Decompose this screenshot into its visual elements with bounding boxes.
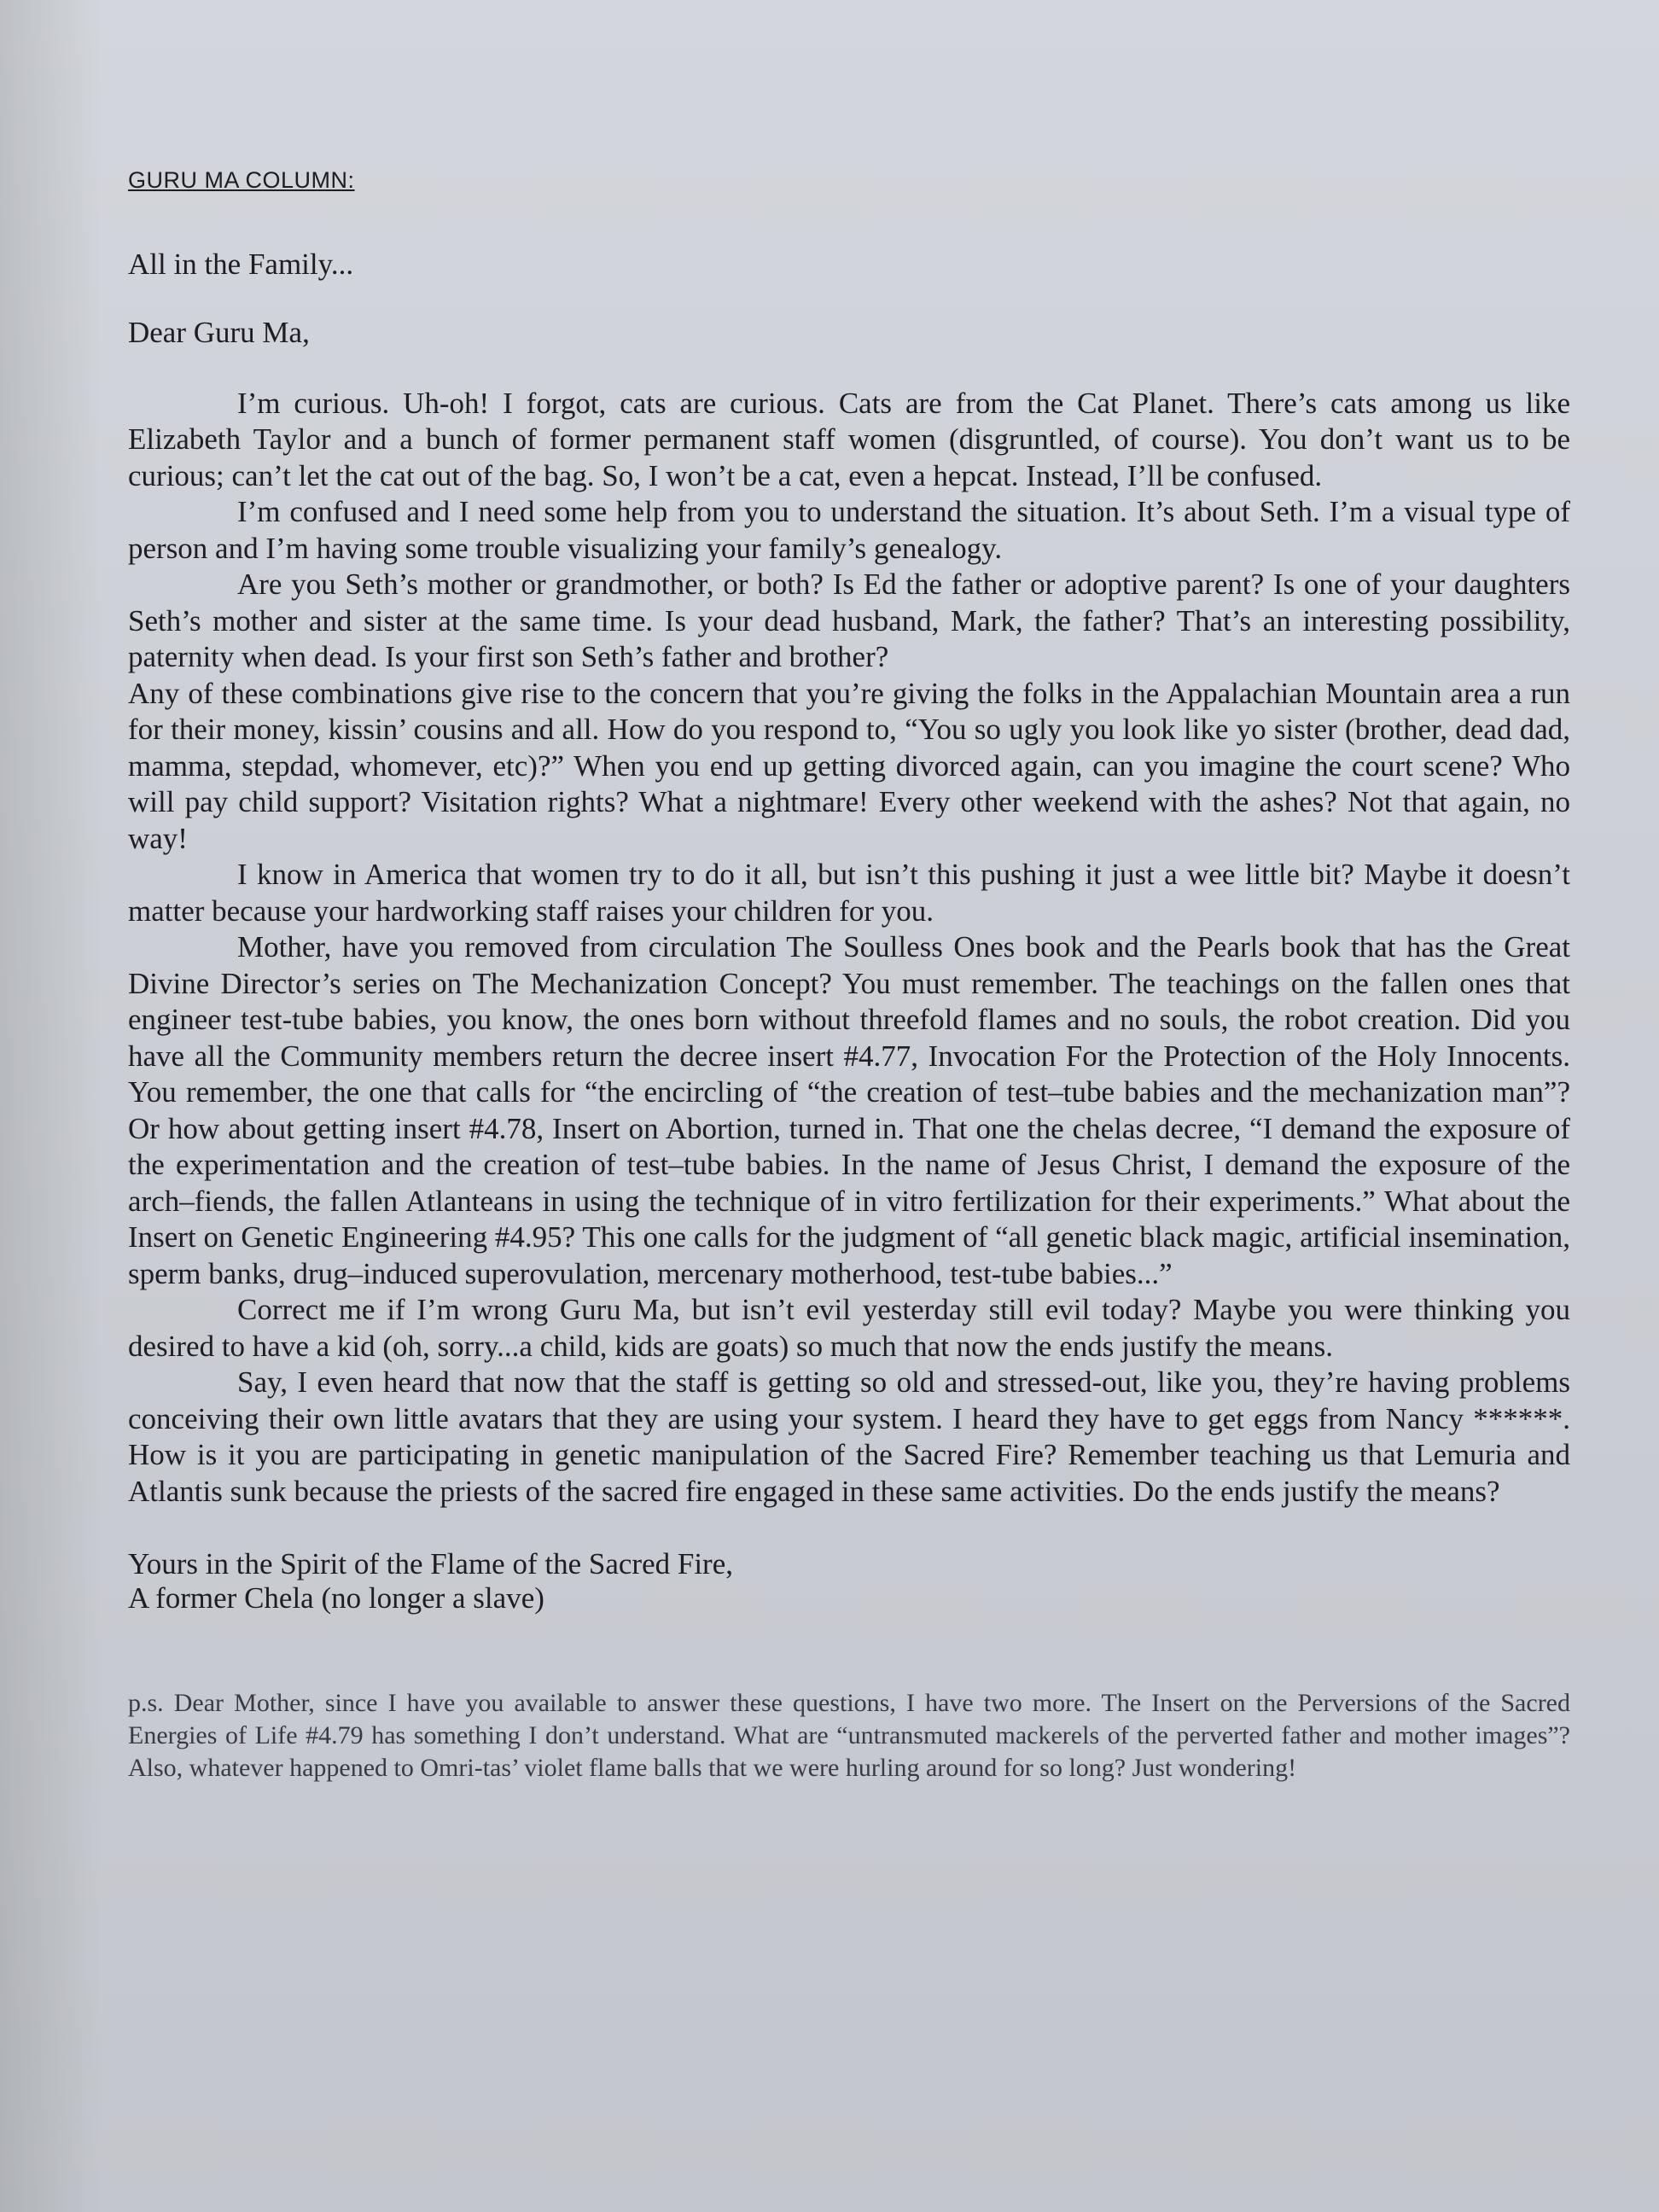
paragraph-1: I’m curious. Uh-oh! I forgot, cats are curious. Cats are from the Cat Planet. There’s cats among us like Elizabeth Taylor and a bunch of former permanent staff women (disgruntled, of course). You don’t want us to be curious; can’t let the cat out of the bag. So, I won’t be a cat, even a hepcat. Instead, I’ll be confused.: [128, 386, 1570, 492]
paragraph-3: Are you Seth’s mother or grandmother, or both? Is Ed the father or adoptive parent? Is one of your daughters Seth’s mother and sister at the same time. Is your dead husband, Mark, the father? That’s an interesting possibility, paternity when dead. Is your first son Seth’s father and brother?: [128, 568, 1570, 673]
paragraph-6: Mother, have you removed from circulation The Soulless Ones book and the Pearls book that has the Great Divine Director’s series on The Mechanization Concept? You must remember. The teachings on the fallen ones that engineer test-tube babies, you know, the ones born without threefold flames and no souls, the robot creation. Did you have all the Community members return the decree insert #4.77, Invocation For the Protection of the Holy Innocents. You remember, the one that calls for “the encircling of “the creation of test–tube babies and the mechanization man”? Or how about getting insert #4.78, Insert on Abortion, turned in. That one the chelas decree, “I demand the exposure of the experimentation and the creation of test–tube babies. In the name of Jesus Christ, I demand the exposure of the arch–fiends, the fallen Atlanteans in using the technique of in vitro fertilization for their experiments.” What about the Insert on Genetic Engineering #4.95? This one calls for the judgment of “all genetic black magic, artificial insemination, sperm banks, drug–induced superovulation, mercenary motherhood, test-tube babies...”: [128, 930, 1570, 1290]
salutation: Dear Guru Ma,: [128, 316, 310, 349]
paragraph-7: Correct me if I’m wrong Guru Ma, but isn’t evil yesterday still evil today? Maybe you were thinking you desired to have a kid (oh, sorry...a child, kids are goats) so much that now the ends justify the means.: [128, 1293, 1570, 1363]
paragraph-2: I’m confused and I need some help from you to understand the situation. It’s about Seth. I’m a visual type of person and I’m having some trouble visualizing your family’s genealogy.: [128, 495, 1570, 565]
closing-line: Yours in the Spirit of the Flame of the Sacred Fire,: [128, 1547, 733, 1580]
postscript: p.s. Dear Mother, since I have you available to answer these questions, I have two more. The Insert on the Perversions of the Sacred Energies of Life #4.79 has something I don’t understand. What are “untransmuted mackerels of the perverted father and mother images”? Also, whatever happened to Omri-tas’ violet flame balls that we were hurling around for so long? Just wondering!: [128, 1689, 1570, 1782]
column-title: GURU MA COLUMN:: [128, 167, 355, 193]
paragraph-5: I know in America that women try to do it all, but isn’t this pushing it just a wee little bit? Maybe it doesn’t matter because your hardworking staff raises your children for you.: [128, 858, 1570, 928]
page-shadow: [0, 0, 102, 2212]
letter-subtitle: All in the Family...: [128, 247, 354, 281]
signature-line: A former Chela (no longer a slave): [128, 1581, 544, 1615]
letter-content: [128, 162, 1570, 1810]
closing-block: [128, 1547, 1570, 1615]
paragraph-4: Any of these combinations give rise to the concern that you’re giving the folks in the Appalachian Mountain area a run for their money, kissin’ cousins and all. How do you respond to, “You so ugly you look like yo sister (brother, dead dad, mamma, stepdad, whomever, etc)?” When you end up getting divorced again, can you imagine the court scene? Who will pay child support? Visitation rights? What a nightmare! Every other weekend with the ashes? Not that again, no way!: [128, 676, 1570, 855]
paragraph-8: Say, I even heard that now that the staff is getting so old and stressed-out, like you, they’re having problems conceiving their own little avatars that they are using your system. I heard they have to get eggs from Nancy ******. How is it you are participating in genetic manipulation of the Sacred Fire? Remember teaching us that Lemuria and Atlantis sunk because the priests of the sacred fire engaged in these same activities. Do the ends justify the means?: [128, 1365, 1570, 1508]
